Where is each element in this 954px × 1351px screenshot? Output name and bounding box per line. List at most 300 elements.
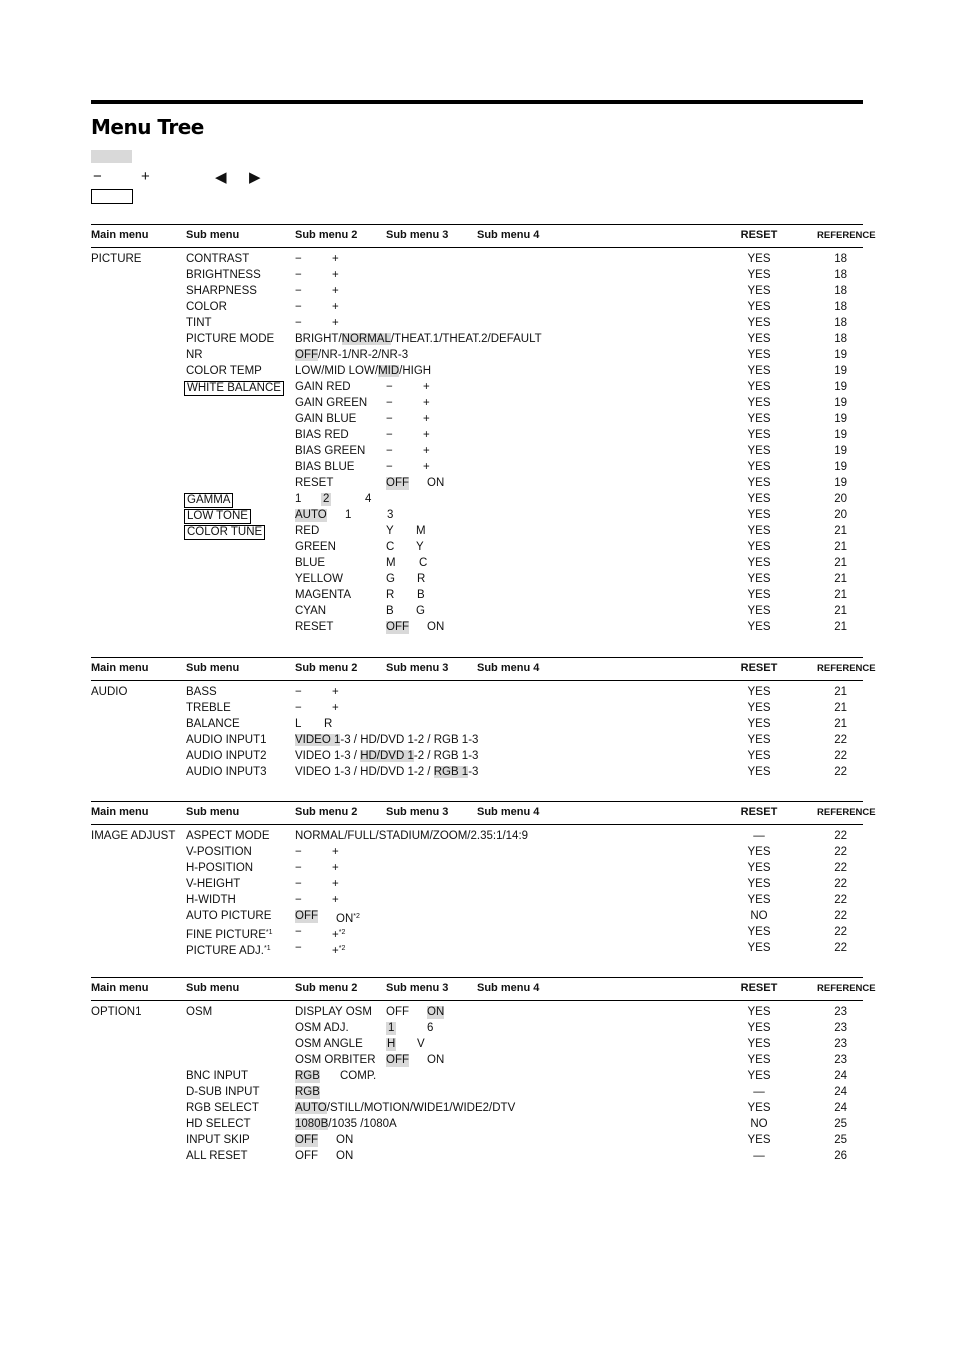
- sub-menu-cell-boxed: COLOR TUNE: [184, 525, 265, 540]
- plus-icon: +: [423, 413, 430, 425]
- plus-icon: +: [332, 285, 339, 297]
- sub-menu-cell: BALANCE: [186, 718, 240, 730]
- reference-cell: 18: [834, 253, 847, 265]
- option-text: /STILL/MOTION/WIDE1/WIDE2/DTV: [326, 1102, 516, 1114]
- option-text: C: [419, 557, 428, 569]
- sub-menu-2-cell: RED: [295, 525, 320, 537]
- reset-cell: YES: [747, 413, 771, 425]
- reference-cell: 21: [834, 702, 847, 714]
- option-text: COMP.: [340, 1070, 377, 1082]
- table-row: [91, 315, 863, 331]
- reference-cell: 22: [834, 862, 847, 874]
- reference-cell: 22: [834, 910, 847, 922]
- sub-menu-cell: RGB SELECT: [186, 1102, 259, 1114]
- reset-cell: YES: [747, 573, 771, 585]
- reference-cell: 21: [834, 589, 847, 601]
- reset-cell: YES: [747, 301, 771, 313]
- table-header: [91, 657, 876, 681]
- sub-menu-cell: TREBLE: [186, 702, 231, 714]
- reference-cell: 25: [834, 1134, 847, 1146]
- option-text: 6: [427, 1022, 434, 1034]
- reference-cell: 22: [834, 894, 847, 906]
- minus-icon: −: [386, 461, 393, 473]
- legend-shade-swatch: [91, 150, 132, 163]
- reset-cell: YES: [747, 397, 771, 409]
- header-sub-menu-4: Sub menu 4: [477, 662, 540, 674]
- default-option: OFF: [295, 349, 318, 361]
- table-row: [91, 395, 863, 411]
- default-option: OFF: [386, 1054, 409, 1066]
- default-option: 1: [388, 1022, 395, 1034]
- table-row: [91, 523, 863, 539]
- reset-cell: —: [753, 1150, 765, 1162]
- table-row: [91, 844, 863, 860]
- reference-cell: 22: [834, 926, 847, 938]
- default-option: HD/DVD 1: [360, 750, 414, 762]
- sub-menu-2-cell: GAIN BLUE: [295, 413, 357, 425]
- table-row: [91, 940, 863, 956]
- sub-menu-label: PICTURE ADJ.: [186, 945, 264, 957]
- sub-menu-cell-boxed: LOW TONE: [184, 509, 251, 524]
- table-row: [91, 539, 863, 555]
- sub-menu-2-cell: OSM ADJ.: [295, 1022, 349, 1034]
- default-option: OFF: [295, 1134, 318, 1146]
- plus-icon: +: [423, 445, 430, 457]
- plus-icon: +: [332, 862, 339, 874]
- header-main-menu: Main menu: [91, 662, 149, 674]
- default-option: RGB: [295, 1086, 320, 1098]
- header-sub-menu: Sub menu: [186, 982, 240, 994]
- minus-icon: −: [295, 894, 302, 906]
- reset-cell: YES: [747, 750, 771, 762]
- header-sub-menu-4: Sub menu 4: [477, 982, 540, 994]
- header-sub-menu-3: Sub menu 3: [386, 662, 449, 674]
- sub-menu-cell: H-POSITION: [186, 862, 254, 874]
- sub-menu-cell: H-WIDTH: [186, 894, 236, 906]
- option-text: 4: [365, 493, 372, 505]
- plus-icon: +: [332, 317, 339, 329]
- reference-cell: 21: [834, 718, 847, 730]
- table-row: [91, 555, 863, 571]
- reset-cell: YES: [747, 349, 771, 361]
- sub-menu-cell: V-HEIGHT: [186, 878, 241, 890]
- sub-menu-cell: BASS: [186, 686, 217, 698]
- header-sub-menu: Sub menu: [186, 662, 240, 674]
- reset-cell: NO: [750, 910, 768, 922]
- reference-cell: 22: [834, 734, 847, 746]
- header-sub-menu-2: Sub menu 2: [295, 982, 358, 994]
- plus-icon: +: [332, 253, 339, 265]
- table-row: [91, 716, 863, 732]
- header-reference: REFERENCE: [817, 230, 876, 241]
- sub-menu-2-cell: BLUE: [295, 557, 326, 569]
- minus-icon: −: [295, 926, 302, 938]
- sub-menu-cell: SHARPNESS: [186, 285, 257, 297]
- reference-cell: 21: [834, 621, 847, 633]
- plus-icon: +: [423, 461, 430, 473]
- reference-cell: 22: [834, 766, 847, 778]
- table-row: [91, 619, 863, 635]
- option-text: OFF: [386, 1006, 409, 1018]
- reference-cell: 22: [834, 846, 847, 858]
- header-reset: RESET: [740, 806, 778, 818]
- default-option: NORMAL: [341, 333, 391, 345]
- sub-menu-cell: ASPECT MODE: [186, 830, 270, 842]
- table-row: [91, 1100, 863, 1116]
- reference-cell: 18: [834, 269, 847, 281]
- header-reset: RESET: [740, 662, 778, 674]
- minus-icon: −: [93, 168, 102, 185]
- main-menu-cell: AUDIO: [91, 686, 128, 698]
- reference-cell: 19: [834, 397, 847, 409]
- reset-cell: YES: [747, 1070, 771, 1082]
- option-text: R: [386, 589, 395, 601]
- footnote-mark: *1: [263, 945, 271, 952]
- option-text: M: [416, 525, 426, 537]
- main-menu-cell: PICTURE: [91, 253, 142, 265]
- option-text: M: [386, 557, 396, 569]
- table-row: [91, 603, 863, 619]
- default-option: 1080B: [295, 1118, 329, 1130]
- reference-cell: 19: [834, 445, 847, 457]
- table-row: [91, 876, 863, 892]
- option-list: [295, 750, 478, 763]
- table-row: [91, 684, 863, 700]
- reset-cell: YES: [747, 381, 771, 393]
- sub-menu-cell: COLOR TEMP: [186, 365, 262, 377]
- reference-cell: 19: [834, 413, 847, 425]
- plus-icon: +: [332, 301, 339, 313]
- option-text: 1: [295, 493, 302, 505]
- sub-menu-cell: PICTURE MODE: [186, 333, 275, 345]
- option-text: /NR-1/NR-2/NR-3: [318, 349, 409, 361]
- table-row: [91, 283, 863, 299]
- table-header: [91, 224, 876, 248]
- reset-cell: YES: [747, 605, 771, 617]
- table-row: [91, 251, 863, 267]
- default-option: MID: [378, 365, 400, 377]
- footnote-mark: *2: [353, 913, 360, 920]
- table-row: [91, 924, 863, 940]
- minus-icon: −: [295, 862, 302, 874]
- table-row: [91, 491, 863, 507]
- header-reset: RESET: [740, 229, 778, 241]
- reference-cell: 24: [834, 1086, 847, 1098]
- sub-menu-2-cell: DISPLAY OSM: [295, 1006, 372, 1018]
- reset-cell: YES: [747, 686, 771, 698]
- minus-icon: −: [295, 317, 302, 329]
- reset-cell: YES: [747, 1054, 771, 1066]
- sub-menu-cell: BNC INPUT: [186, 1070, 248, 1082]
- minus-icon: −: [295, 686, 302, 698]
- option-text: OFF: [295, 1150, 318, 1162]
- table-row: [91, 1148, 863, 1164]
- reset-cell: YES: [747, 1022, 771, 1034]
- table-row: [91, 267, 863, 283]
- reference-cell: 18: [834, 333, 847, 345]
- table-row: [91, 299, 863, 315]
- minus-icon: −: [386, 413, 393, 425]
- plus-icon: +: [332, 929, 339, 941]
- reset-cell: YES: [747, 718, 771, 730]
- option-text: B: [417, 589, 425, 601]
- option-text: R: [324, 718, 333, 730]
- option-text: -2 / RGB 1-3: [413, 750, 479, 762]
- minus-icon: −: [295, 253, 302, 265]
- audio-table: [91, 657, 876, 780]
- table-row: [91, 908, 863, 924]
- reset-cell: YES: [747, 878, 771, 890]
- reference-cell: 18: [834, 317, 847, 329]
- reset-cell: YES: [747, 942, 771, 954]
- footnote-mark: *1: [265, 929, 273, 936]
- footnote-mark: *2: [338, 945, 346, 952]
- header-sub-menu: Sub menu: [186, 806, 240, 818]
- plus-icon: +: [332, 269, 339, 281]
- plus-icon: +: [332, 702, 339, 714]
- sub-menu-2-cell: YELLOW: [295, 573, 343, 585]
- minus-icon: −: [295, 878, 302, 890]
- option-list: [295, 734, 478, 747]
- reset-cell: YES: [747, 589, 771, 601]
- table-row: [91, 507, 863, 523]
- option1-table: [91, 977, 876, 1164]
- right-arrow-icon: ▶: [249, 169, 261, 186]
- reference-cell: 19: [834, 461, 847, 473]
- option-label: ON: [336, 913, 354, 925]
- sub-menu-2-cell: GREEN: [295, 541, 336, 553]
- header-reference: REFERENCE: [817, 983, 876, 994]
- option-text: ON: [427, 477, 445, 489]
- sub-menu-2-cell: RESET: [295, 621, 334, 633]
- reference-cell: 19: [834, 365, 847, 377]
- reset-cell: YES: [747, 894, 771, 906]
- minus-icon: −: [295, 301, 302, 313]
- reset-cell: YES: [747, 509, 771, 521]
- reference-cell: 23: [834, 1022, 847, 1034]
- option-text: ON: [336, 1134, 354, 1146]
- reset-cell: YES: [747, 333, 771, 345]
- table-header: [91, 801, 876, 825]
- image-adjust-table: [91, 801, 876, 957]
- sub-menu-2-cell: GAIN GREEN: [295, 397, 368, 409]
- option-list: [295, 1118, 397, 1131]
- reference-cell: 22: [834, 942, 847, 954]
- table-row: [91, 700, 863, 716]
- reset-cell: YES: [747, 253, 771, 265]
- option-text: G: [386, 573, 395, 585]
- reference-cell: 18: [834, 285, 847, 297]
- option-text: 3: [387, 509, 394, 521]
- option-text: NORMAL/FULL/STADIUM/ZOOM/2.35:1/14:9: [295, 830, 529, 842]
- table-row: [91, 828, 863, 844]
- sub-menu-cell: COLOR: [186, 301, 227, 313]
- sub-menu-cell: CONTRAST: [186, 253, 250, 265]
- plus-icon: +: [141, 168, 150, 185]
- option-text: ON: [427, 1054, 445, 1066]
- reference-cell: 19: [834, 429, 847, 441]
- option-text: -3 / HD/DVD 1-2 / RGB 1-3: [340, 734, 479, 746]
- reference-cell: 19: [834, 477, 847, 489]
- plus-icon: +: [332, 945, 339, 957]
- header-sub-menu-3: Sub menu 3: [386, 806, 449, 818]
- option-text: R: [417, 573, 426, 585]
- reference-cell: 18: [834, 301, 847, 313]
- option-text: VIDEO 1-3 /: [295, 750, 361, 762]
- sub-menu-2-cell: GAIN RED: [295, 381, 351, 393]
- table-row: [91, 764, 863, 780]
- option-text: Y: [386, 525, 394, 537]
- reference-cell: 22: [834, 750, 847, 762]
- option-list: [295, 333, 542, 346]
- minus-icon: −: [295, 285, 302, 297]
- top-rule: [91, 100, 863, 104]
- sub-menu-2-cell: OSM ANGLE: [295, 1038, 363, 1050]
- picture-table: [91, 224, 876, 635]
- header-sub-menu-4: Sub menu 4: [477, 229, 540, 241]
- reference-cell: 20: [834, 509, 847, 521]
- option-text: L: [295, 718, 302, 730]
- default-option: 2: [323, 493, 330, 505]
- reference-cell: 24: [834, 1102, 847, 1114]
- sub-menu-2-cell: BIAS RED: [295, 429, 349, 441]
- option-text: -3: [468, 766, 479, 778]
- table-row: [91, 1068, 863, 1084]
- default-option: AUTO: [295, 1102, 327, 1114]
- minus-icon: −: [295, 269, 302, 281]
- reset-cell: YES: [747, 493, 771, 505]
- reset-cell: YES: [747, 461, 771, 473]
- sub-menu-2-cell: MAGENTA: [295, 589, 352, 601]
- reset-cell: YES: [747, 317, 771, 329]
- header-reference: REFERENCE: [817, 807, 876, 818]
- sub-menu-2-cell: OSM ORBITER: [295, 1054, 376, 1066]
- header-reset: RESET: [740, 982, 778, 994]
- table-row: [91, 443, 863, 459]
- header-sub-menu: Sub menu: [186, 229, 240, 241]
- option-text: BRIGHT/: [295, 333, 342, 345]
- option-text: C: [386, 541, 395, 553]
- sub-menu-cell-boxed: GAMMA: [184, 493, 233, 508]
- minus-icon: −: [386, 429, 393, 441]
- sub-menu-cell: D-SUB INPUT: [186, 1086, 260, 1098]
- table-row: [91, 411, 863, 427]
- reset-cell: YES: [747, 1006, 771, 1018]
- sub-menu-cell: BRIGHTNESS: [186, 269, 261, 281]
- reference-cell: 23: [834, 1054, 847, 1066]
- plus-icon: +: [332, 846, 339, 858]
- table-row: [91, 1116, 863, 1132]
- reference-cell: 21: [834, 557, 847, 569]
- reference-cell: 26: [834, 1150, 847, 1162]
- reset-cell: YES: [747, 477, 771, 489]
- header-sub-menu-3: Sub menu 3: [386, 982, 449, 994]
- header-reference: REFERENCE: [817, 663, 876, 674]
- reference-cell: 21: [834, 686, 847, 698]
- reset-cell: YES: [747, 285, 771, 297]
- table-row: [91, 459, 863, 475]
- reset-cell: NO: [750, 1118, 768, 1130]
- minus-icon: −: [295, 942, 302, 954]
- sub-menu-cell: V-POSITION: [186, 846, 252, 858]
- sub-menu-2-cell: BIAS BLUE: [295, 461, 355, 473]
- reference-cell: 23: [834, 1038, 847, 1050]
- minus-icon: −: [386, 381, 393, 393]
- plus-icon: +: [423, 429, 430, 441]
- option-text: ON: [427, 621, 445, 633]
- table-row: [91, 860, 863, 876]
- sub-menu-2-cell: CYAN: [295, 605, 327, 617]
- reference-cell: 21: [834, 605, 847, 617]
- table-row: [91, 587, 863, 603]
- option-text: /THEAT.1/THEAT.2/DEFAULT: [390, 333, 542, 345]
- default-option: RGB: [295, 1070, 320, 1082]
- table-row: [91, 1052, 863, 1068]
- reset-cell: YES: [747, 702, 771, 714]
- reference-cell: 23: [834, 1006, 847, 1018]
- plus-icon: +: [423, 397, 430, 409]
- reset-cell: YES: [747, 429, 771, 441]
- reset-cell: YES: [747, 541, 771, 553]
- reset-cell: YES: [747, 1038, 771, 1050]
- reset-cell: YES: [747, 862, 771, 874]
- option-text: G: [416, 605, 425, 617]
- default-option: OFF: [295, 910, 318, 922]
- minus-icon: −: [386, 397, 393, 409]
- reset-cell: YES: [747, 734, 771, 746]
- reset-cell: YES: [747, 846, 771, 858]
- reset-cell: YES: [747, 525, 771, 537]
- header-sub-menu-3: Sub menu 3: [386, 229, 449, 241]
- sub-menu-cell: AUDIO INPUT3: [186, 766, 267, 778]
- reference-cell: 20: [834, 493, 847, 505]
- table-row: [91, 331, 863, 347]
- sub-menu-cell: HD SELECT: [186, 1118, 251, 1130]
- option-text: B: [386, 605, 394, 617]
- minus-icon: −: [295, 702, 302, 714]
- reference-cell: 19: [834, 349, 847, 361]
- option-text: /1035 /1080A: [328, 1118, 397, 1130]
- sub-menu-label: FINE PICTURE: [186, 929, 266, 941]
- option-text: /HIGH: [399, 365, 432, 377]
- reference-cell: 21: [834, 573, 847, 585]
- plus-icon-with-note: [332, 942, 345, 958]
- header-main-menu: Main menu: [91, 982, 149, 994]
- default-option: OFF: [386, 477, 409, 489]
- header-sub-menu-2: Sub menu 2: [295, 662, 358, 674]
- reset-cell: YES: [747, 621, 771, 633]
- option-text: VIDEO 1-3 / HD/DVD 1-2 /: [295, 766, 434, 778]
- header-main-menu: Main menu: [91, 806, 149, 818]
- main-menu-cell: IMAGE ADJUST: [91, 830, 176, 842]
- reset-cell: YES: [747, 1134, 771, 1146]
- option-text: ON: [336, 1150, 354, 1162]
- header-sub-menu-2: Sub menu 2: [295, 806, 358, 818]
- minus-icon: −: [295, 846, 302, 858]
- legend-box-swatch: [91, 189, 133, 204]
- sub-menu-cell: NR: [186, 349, 203, 361]
- sub-menu-cell: INPUT SKIP: [186, 1134, 250, 1146]
- reference-cell: 22: [834, 830, 847, 842]
- reference-cell: 21: [834, 541, 847, 553]
- plus-icon: +: [423, 381, 430, 393]
- footnote-mark: *2: [338, 929, 346, 936]
- table-row: [91, 571, 863, 587]
- option-text: 1: [345, 509, 352, 521]
- reference-cell: 19: [834, 381, 847, 393]
- default-option: AUTO: [295, 509, 327, 521]
- main-menu-cell: OPTION1: [91, 1006, 142, 1018]
